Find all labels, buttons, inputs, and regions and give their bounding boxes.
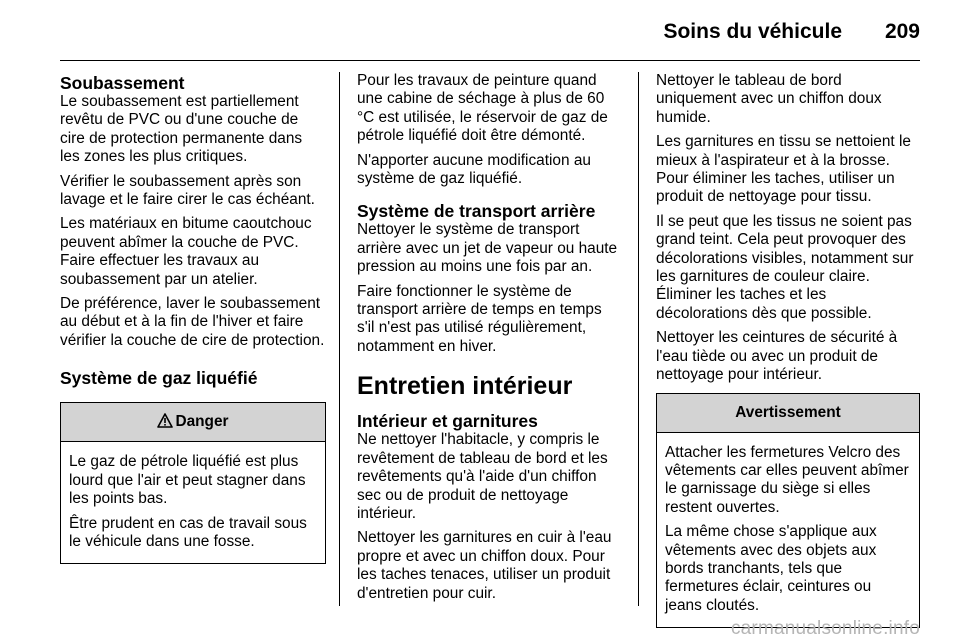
page-title: Soins du véhicule: [663, 20, 842, 43]
warning-box: [656, 393, 920, 629]
heading-rear-carrier: Système de transport arrière: [357, 201, 596, 222]
paragraph: Les matériaux en bitume caoutchouc peuvent abîmer la couche de PVC. Faire effectuer les travaux au soubassement par un atelier.: [60, 215, 312, 288]
column-1: [60, 72, 326, 564]
page-number: 209: [884, 20, 920, 43]
danger-box: [60, 402, 326, 564]
paragraph: Nettoyer les garnitures en cuir à l'eau propre et avec un chiffon doux. Pour les taches tenaces, utiliser un produit d'entretien pour cuir.: [357, 529, 612, 602]
heading-interior-trim: Intérieur et garnitures: [357, 411, 538, 432]
danger-box-header: [61, 403, 325, 442]
column-divider: [339, 72, 340, 606]
heading-soubassement: Soubassement: [60, 73, 185, 93]
warning-box-header: Avertissement: [657, 394, 919, 433]
column-3: [656, 72, 920, 628]
paragraph: De préférence, laver le soubassement au début et à la fin de l'hiver et faire vérifier la couche de cire de protection.: [60, 295, 325, 349]
heading-lpg-system: Système de gaz liquéfié: [60, 368, 258, 389]
paragraph: Pour les travaux de peinture quand une cabine de séchage à plus de 60 °C est utilisée, le réservoir de gaz de pétrole liquéfié doit être démonté.: [357, 72, 608, 145]
paragraph: Faire fonctionner le système de transport arrière de temps en temps s'il n'est pas utilisé régulièrement, notamment en hiver.: [357, 282, 602, 355]
paragraph: La même chose s'applique aux vêtements avec des objets aux bords tranchants, tels que fermetures éclair, ceintures ou jeans cloutés.: [665, 523, 877, 614]
paragraph: Il se peut que les tissus ne soient pas grand teint. Cela peut provoquer des décolorations visibles, notamment sur les garnitures de couleur claire. Éliminer les taches et les décolorations dès que possible.: [656, 212, 914, 322]
paragraph: Nettoyer le tableau de bord uniquement avec un chiffon doux humide.: [656, 72, 882, 126]
paragraph: N'apporter aucune modification au système de gaz liquéfié.: [357, 151, 591, 188]
column-2: [357, 72, 621, 609]
paragraph: Attacher les fermetures Velcro des vêtements car elles peuvent abîmer le garnissage du siège si elles restent ouvertes.: [665, 443, 909, 516]
paragraph: Être prudent en cas de travail sous le véhicule dans une fosse.: [69, 514, 307, 550]
heading-interior-care: Entretien intérieur: [357, 372, 573, 401]
paragraph: Les garnitures en tissu se nettoient le mieux à l'aspirateur et à la brosse. Pour éliminer les taches, utiliser un produit de nettoyage pour tissu.: [656, 133, 911, 206]
paragraph: Ne nettoyer l'habitacle, y compris le revêtement de tableau de bord et les revêtements qu'à l'aide d'un chiffon sec ou de produit de nettoyage intérieur.: [357, 431, 608, 522]
warning-triangle-icon: [157, 405, 173, 443]
paragraph: Nettoyer les ceintures de sécurité à l'eau tiède ou avec un produit de nettoyage pour intérieur.: [656, 329, 898, 384]
page-header: [0, 0, 960, 62]
paragraph: Nettoyer le système de transport arrière avec un jet de vapeur ou haute pression au moins une fois par an.: [357, 221, 618, 276]
paragraph: Le soubassement est partiellement revêtu de PVC ou d'une couche de cire de protection permanente dans les zones les plus critiques.: [60, 93, 303, 166]
header-rule: [60, 60, 920, 61]
column-divider: [638, 72, 639, 606]
watermark: carmanualsonline.info: [730, 618, 920, 639]
paragraph: Vérifier le soubassement après son lavage et le faire cirer le cas échéant.: [60, 172, 315, 209]
paragraph: Le gaz de pétrole liquéfié est plus lourd que l'air et peut stagner dans les points bas.: [69, 453, 306, 508]
danger-box-title: Danger: [175, 413, 229, 431]
